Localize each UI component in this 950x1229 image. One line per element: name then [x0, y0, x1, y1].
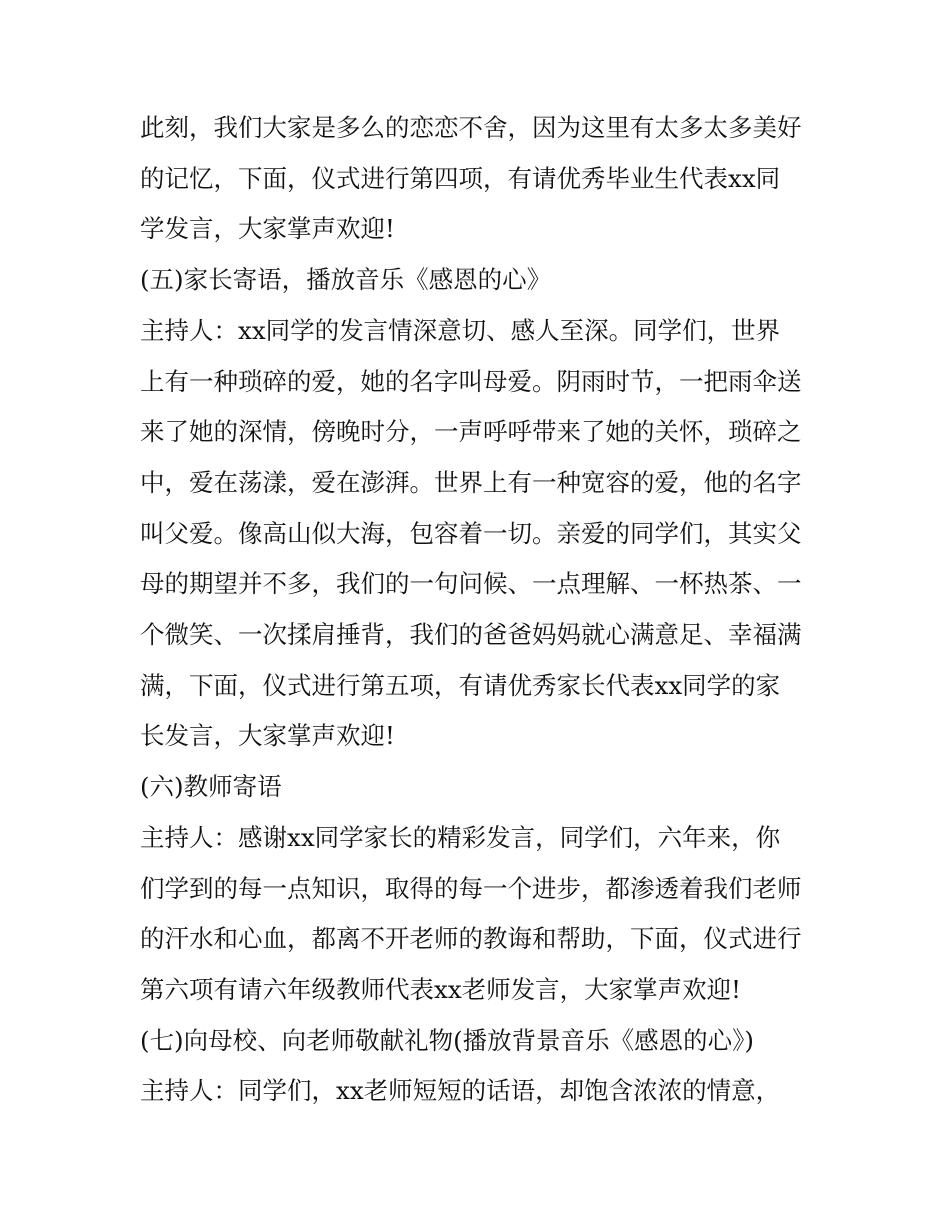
document-body — [140, 103, 820, 1117]
section-heading: (七)向母校、向老师敬献礼物(播放背景音乐《感恩的心》) — [140, 1025, 754, 1055]
text-line: 第六项有请六年级教师代表xx老师发言，大家掌声欢迎! — [140, 974, 741, 1004]
text-line: 母的期望并不多，我们的一句问候、一点理解、一杯热茶、一 — [140, 569, 802, 599]
text-line: 的记忆，下面，仪式进行第四项，有请优秀毕业生代表xx同 — [140, 163, 781, 193]
section-heading: (六)教师寄语 — [140, 772, 282, 802]
text-line: 的汗水和心血，都离不开老师的教诲和帮助，下面，仪式进行 — [140, 924, 802, 954]
section-heading: (五)家长寄语，播放音乐《感恩的心》 — [140, 265, 552, 295]
text-line: 个微笑、一次揉肩捶背，我们的爸爸妈妈就心满意足、幸福满 — [140, 620, 802, 650]
text-line: 上有一种琐碎的爱，她的名字叫母爱。阴雨时节，一把雨伞送 — [140, 366, 802, 396]
text-line: 叫父爱。像高山似大海，包容着一切。亲爱的同学们，其实父 — [140, 518, 802, 548]
text-line: 们学到的每一点知识，取得的每一个进步，都渗透着我们老师 — [140, 873, 802, 903]
text-line: 来了她的深情，傍晚时分，一声呼呼带来了她的关怀，琐碎之 — [140, 417, 802, 447]
text-line: 主持人：感谢xx同学家长的精彩发言，同学们，六年来，你 — [140, 822, 781, 852]
text-line: 中，爱在荡漾，爱在澎湃。世界上有一种宽容的爱，他的名字 — [140, 467, 802, 497]
text-line: 满，下面，仪式进行第五项，有请优秀家长代表xx同学的家 — [140, 670, 781, 700]
text-line: 主持人：xx同学的发言情深意切、感人至深。同学们，世界 — [140, 315, 781, 345]
text-line: 此刻，我们大家是多么的恋恋不舍，因为这里有太多太多美好 — [140, 113, 802, 142]
text-line: 长发言，大家掌声欢迎! — [140, 721, 395, 751]
text-line: 学发言，大家掌声欢迎! — [140, 214, 395, 244]
text-line: 主持人：同学们，xx老师短短的话语，却饱含浓浓的情意， — [140, 1076, 781, 1106]
